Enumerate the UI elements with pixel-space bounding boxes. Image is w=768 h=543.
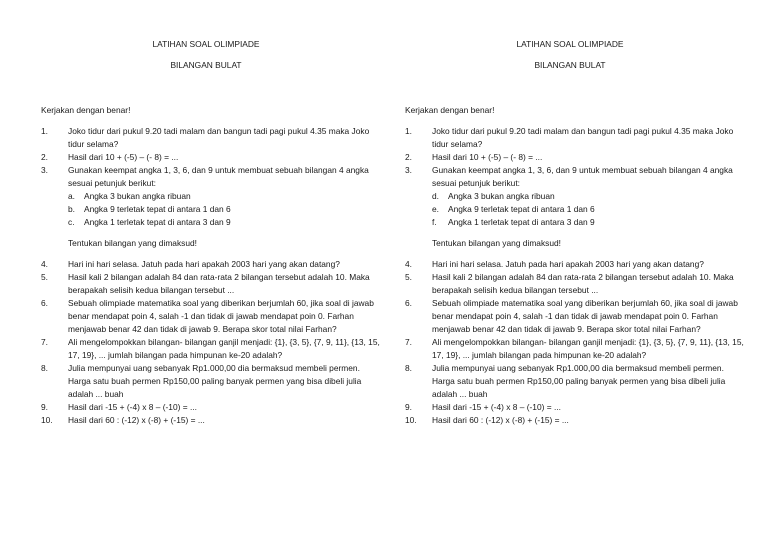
question-text: Julia mempunyai uang sebanyak Rp1.000,00 dia bermaksud membeli permen. Harga satu buah permen Rp150,00 paling banyak permen yang bisa dibeli julia adalah ... buah: [68, 363, 362, 399]
question-number: 5.: [405, 272, 412, 282]
question-number: 7.: [41, 337, 48, 347]
page-title: LATIHAN SOAL OLIMPIADE: [152, 39, 260, 49]
question-number: 2.: [405, 152, 412, 162]
question-text: Hasil kali 2 bilangan adalah 84 dan rata-rata 2 bilangan tersebut adalah 10. Maka berapakah selisih kedua bilangan tersebut ...: [68, 272, 370, 295]
sub-item-letter: e.: [432, 204, 439, 214]
question-text: Hasil dari 60 : (-12) x (-8) + (-15) = ...: [68, 415, 205, 425]
question-9: [405, 401, 745, 414]
question-text: Hari ini hari selasa. Jatuh pada hari apakah 2003 hari yang akan datang?: [432, 259, 704, 269]
page-title: LATIHAN SOAL OLIMPIADE: [516, 39, 624, 49]
question-number: 1.: [405, 126, 412, 136]
question-text: Hasil dari -15 + (-4) x 8 – (-10) = ...: [432, 402, 561, 412]
question-3: [41, 164, 381, 229]
question-text: Gunakan keempat angka 1, 3, 6, dan 9 untuk membuat sebuah bilangan 4 angka sesuai petunjuk berikut:: [432, 165, 733, 188]
question-number: 6.: [41, 298, 48, 308]
sub-item-text: Angka 1 terletak tepat di antara 3 dan 9: [448, 217, 595, 227]
question-text: Gunakan keempat angka 1, 3, 6, dan 9 untuk membuat sebuah bilangan 4 angka sesuai petunjuk berikut:: [68, 165, 369, 188]
question-1: [405, 125, 745, 151]
sub-item-c: [68, 216, 381, 229]
question-number: 4.: [41, 259, 48, 269]
question-number: 5.: [41, 272, 48, 282]
page-subtitle: BILANGAN BULAT: [534, 60, 606, 70]
question-number: 4.: [405, 259, 412, 269]
question-number: 6.: [405, 298, 412, 308]
sub-item-letter: d.: [432, 191, 439, 201]
question-1: [41, 125, 381, 151]
question-3-note: Tentukan bilangan yang dimaksud!: [432, 238, 561, 248]
question-text: Ali mengelompokkan bilangan- bilangan ganjil menjadi: {1}, {3, 5}, {7, 9, 11}, {13, 15, 17, 19}, ... jumlah bilangan pada himpunan ke-20 adalah?: [68, 337, 380, 360]
question-text: Joko tidur dari pukul 9.20 tadi malam dan bangun tadi pagi pukul 4.35 maka Joko tidur selama?: [432, 126, 734, 149]
question-number: 10.: [41, 415, 53, 425]
question-2: [405, 151, 745, 164]
question-text: Sebuah olimpiade matematika soal yang diberikan berjumlah 60, jika soal di jawab benar mendapat poin 4, salah -1 dan tidak di jawab mendapat poin 0. Farhan menjawab benar 42 dan tidak di jawab 9. Berapa skor total nilai Farhan?: [432, 298, 738, 334]
question-number: 3.: [41, 165, 48, 175]
question-number: 3.: [405, 165, 412, 175]
question-6: [41, 297, 381, 336]
question-4: [41, 258, 381, 271]
sub-item-letter: a.: [68, 191, 75, 201]
question-text: Ali mengelompokkan bilangan- bilangan ganjil menjadi: {1}, {3, 5}, {7, 9, 11}, {13, 15, 17, 19}, ... jumlah bilangan pada himpunan ke-20 adalah?: [432, 337, 744, 360]
question-8: [405, 362, 745, 401]
instruction-text: Kerjakan dengan benar!: [41, 105, 131, 115]
question-10: [405, 414, 745, 427]
question-2: [41, 151, 381, 164]
question-text: Hasil dari 10 + (-5) – (- 8) = ...: [432, 152, 543, 162]
question-10: [41, 414, 381, 427]
sub-item-text: Angka 3 bukan angka ribuan: [84, 191, 191, 201]
question-text: Hasil dari 60 : (-12) x (-8) + (-15) = ...: [432, 415, 569, 425]
question-3: [405, 164, 745, 229]
question-text: Hasil dari -15 + (-4) x 8 – (-10) = ...: [68, 402, 197, 412]
question-text: Joko tidur dari pukul 9.20 tadi malam dan bangun tadi pagi pukul 4.35 maka Joko tidur selama?: [68, 126, 370, 149]
sub-item-e: [432, 203, 745, 216]
sub-item-text: Angka 9 terletak tepat di antara 1 dan 6: [448, 204, 595, 214]
question-number: 2.: [41, 152, 48, 162]
sub-item-f: [432, 216, 745, 229]
sub-item-text: Angka 1 terletak tepat di antara 3 dan 9: [84, 217, 231, 227]
worksheet-left-column: [41, 38, 381, 427]
sub-item-b: [68, 203, 381, 216]
worksheet-right-column: [405, 38, 745, 427]
question-8: [41, 362, 381, 401]
question-text: Hasil dari 10 + (-5) – (- 8) = ...: [68, 152, 179, 162]
question-7: [405, 336, 745, 362]
question-text: Sebuah olimpiade matematika soal yang diberikan berjumlah 60, jika soal di jawab benar mendapat poin 4, salah -1 dan tidak di jawab mendapat poin 0. Farhan menjawab benar 42 dan tidak di jawab 9. Berapa skor total nilai Farhan?: [68, 298, 374, 334]
sub-item-a: [68, 190, 381, 203]
question-number: 7.: [405, 337, 412, 347]
question-number: 1.: [41, 126, 48, 136]
question-5: [41, 271, 381, 297]
sub-item-letter: c.: [68, 217, 75, 227]
question-6: [405, 297, 745, 336]
question-5: [405, 271, 745, 297]
sub-item-text: Angka 3 bukan angka ribuan: [448, 191, 555, 201]
question-number: 10.: [405, 415, 417, 425]
question-number: 9.: [41, 402, 48, 412]
sub-item-text: Angka 9 terletak tepat di antara 1 dan 6: [84, 204, 231, 214]
question-text: Hasil kali 2 bilangan adalah 84 dan rata-rata 2 bilangan tersebut adalah 10. Maka berapakah selisih kedua bilangan tersebut ...: [432, 272, 734, 295]
question-9: [41, 401, 381, 414]
question-text: Hari ini hari selasa. Jatuh pada hari apakah 2003 hari yang akan datang?: [68, 259, 340, 269]
question-text: Julia mempunyai uang sebanyak Rp1.000,00 dia bermaksud membeli permen. Harga satu buah permen Rp150,00 paling banyak permen yang bisa dibeli julia adalah ... buah: [432, 363, 726, 399]
question-number: 8.: [405, 363, 412, 373]
page-subtitle: BILANGAN BULAT: [170, 60, 242, 70]
question-3-note: Tentukan bilangan yang dimaksud!: [68, 238, 197, 248]
question-number: 8.: [41, 363, 48, 373]
sub-item-letter: f.: [432, 217, 437, 227]
question-number: 9.: [405, 402, 412, 412]
sub-item-d: [432, 190, 745, 203]
instruction-text: Kerjakan dengan benar!: [405, 105, 495, 115]
question-4: [405, 258, 745, 271]
sub-item-letter: b.: [68, 204, 75, 214]
question-7: [41, 336, 381, 362]
